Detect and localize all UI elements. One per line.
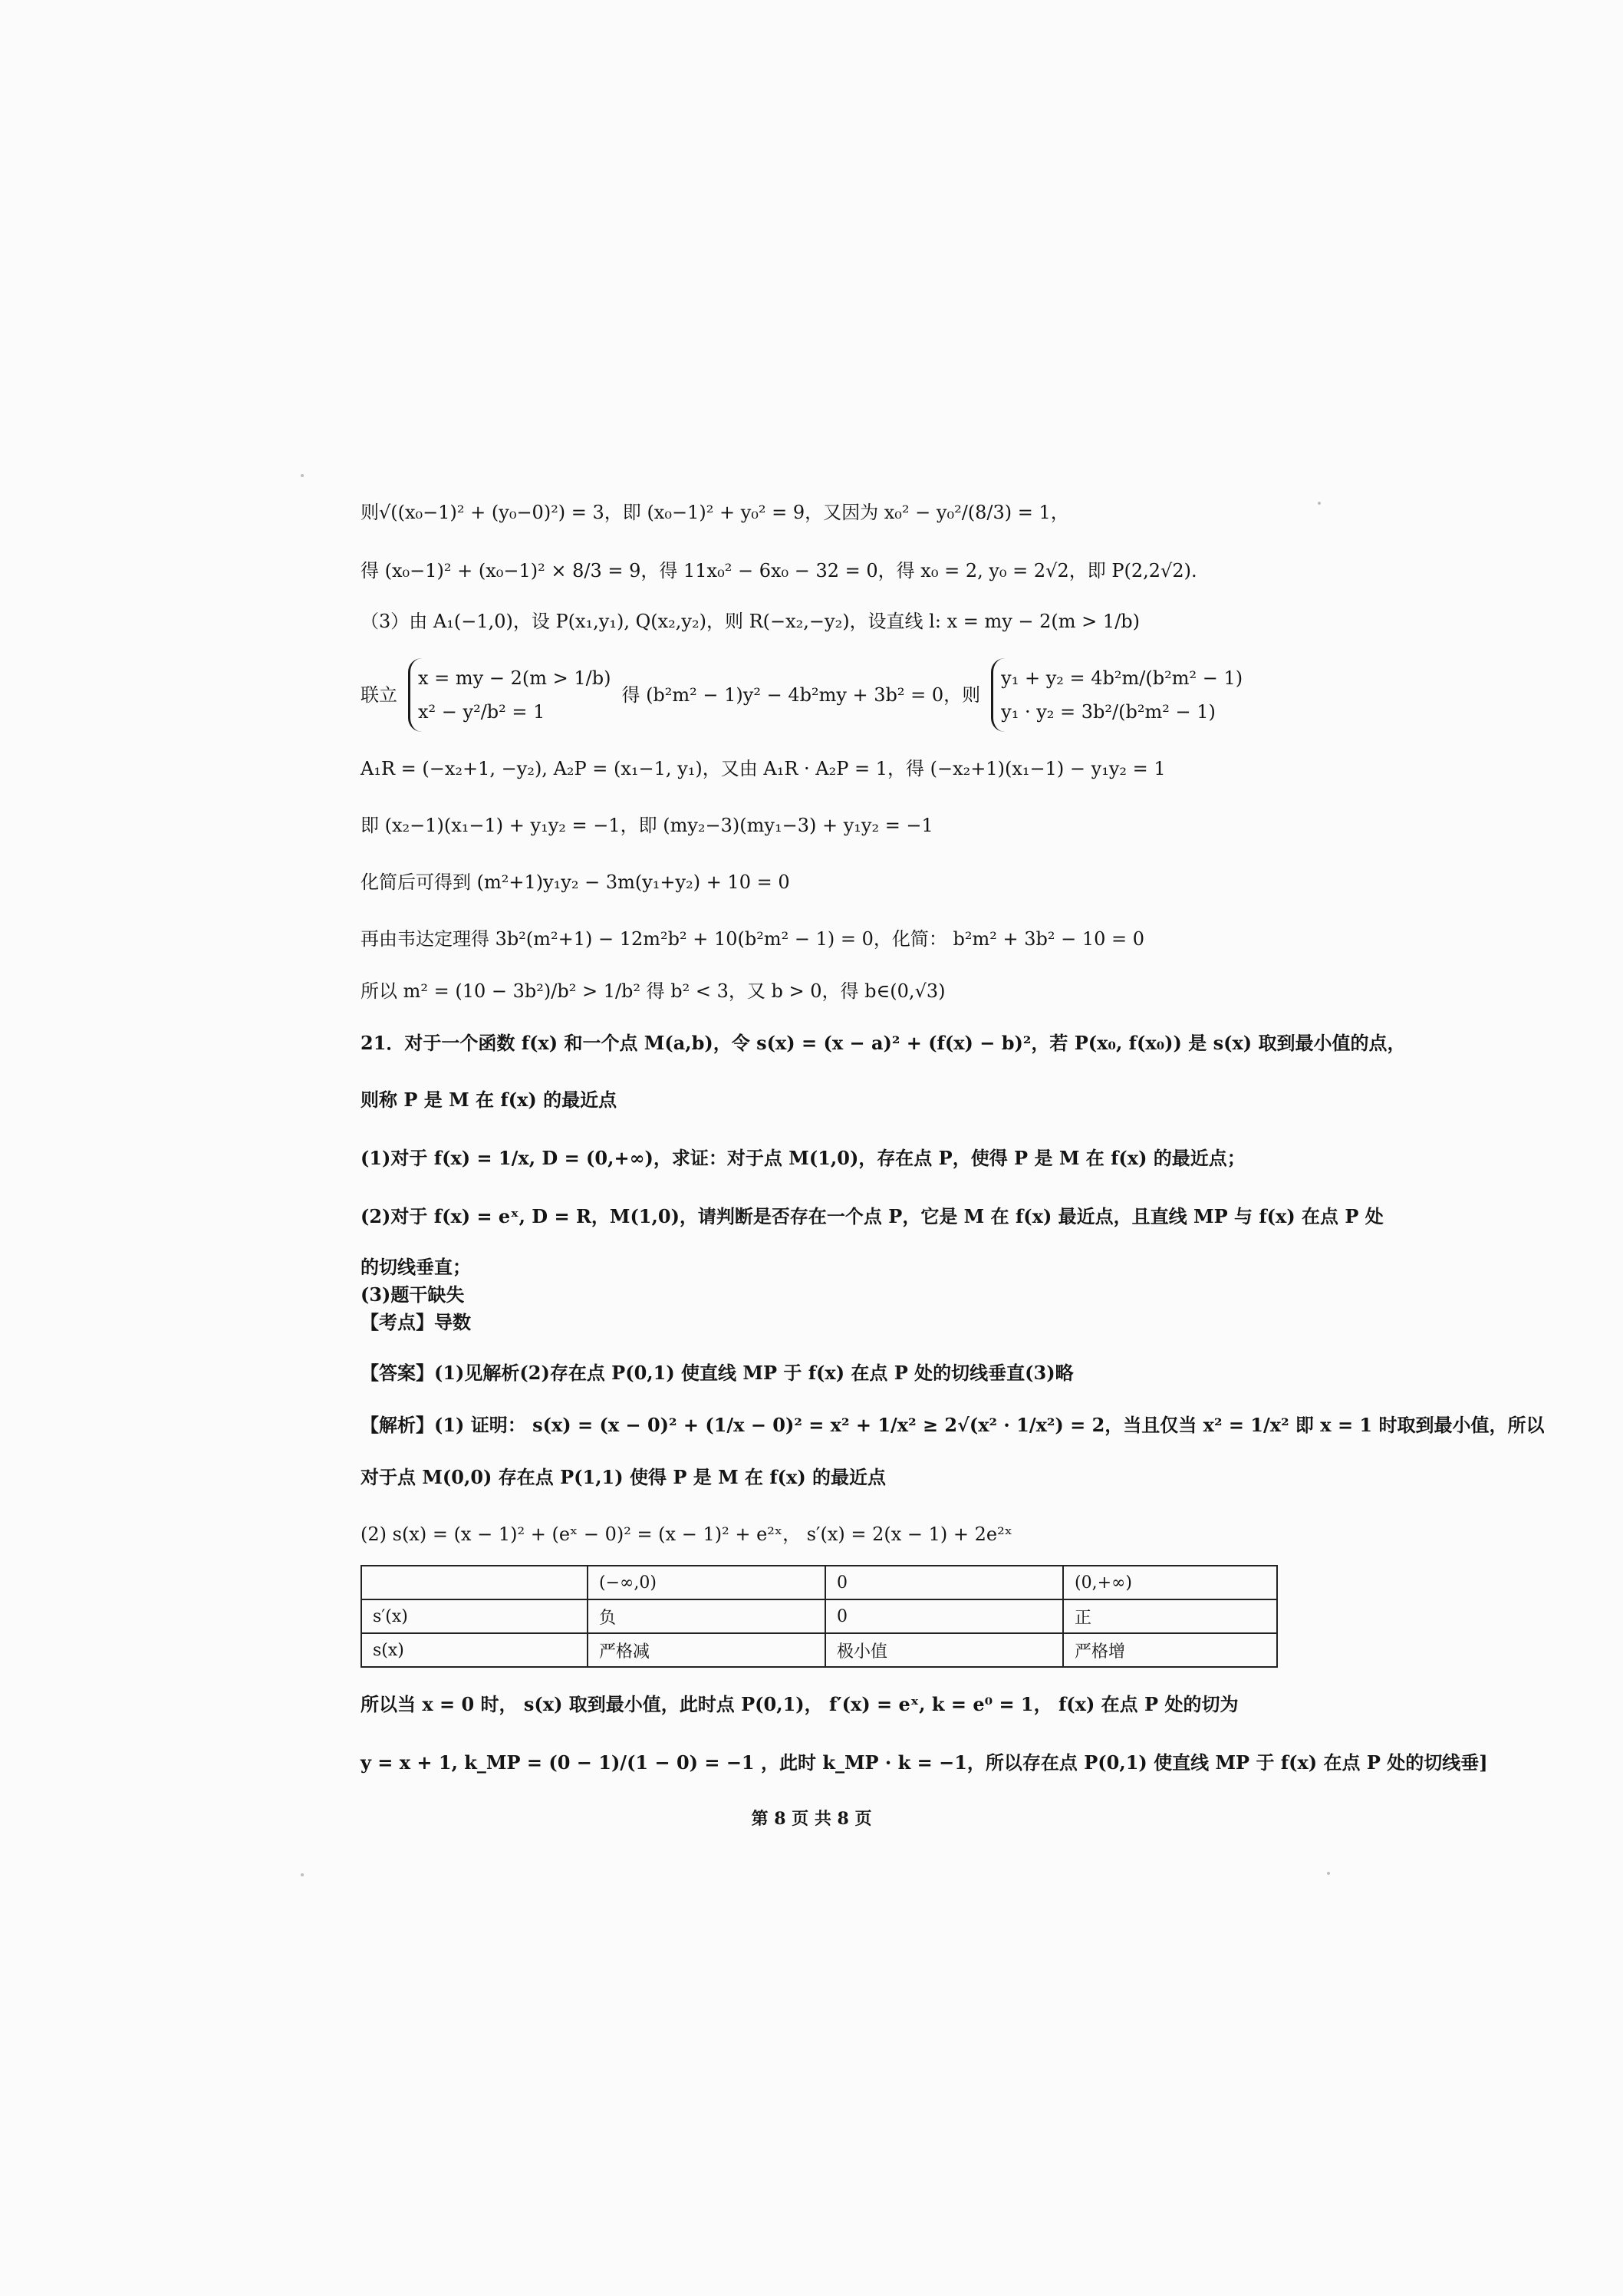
vieta-product: y₁ · y₂ = 3b²/(b²m² − 1) [1001, 701, 1216, 723]
table-cell: 负 [588, 1599, 825, 1633]
equation-system [360, 658, 1277, 732]
scan-speck [301, 474, 304, 477]
scan-speck [301, 1873, 304, 1876]
system-equation-2: x² − y²/b² = 1 [418, 701, 545, 723]
question-21-part-2: (2)对于 f(x) = eˣ, D = R，M(1,0)，请判断是否存在一个点 P，它是 M 在 f(x) 最近点，且直线 MP 与 f(x) 在点 P 处 [360, 1205, 1384, 1227]
analysis-line-1: 【解析】(1) 证明： s(x) = (x − 0)² + (1/x − 0)² = x² + 1/x² ≥ 2√(x² · 1/x²) = 2，当且仅当 x² = 1/x² 即 x = 1 时取到最小值，所以 [360, 1414, 1545, 1436]
solution-line-7: 化简后可得到 (m²+1)y₁y₂ − 3m(y₁+y₂) + 10 = 0 [360, 871, 790, 893]
analysis-line-2: 对于点 M(0,0) 存在点 P(1,1) 使得 P 是 M 在 f(x) 的最近点 [360, 1466, 887, 1488]
document-body [360, 497, 1545, 1778]
solution-line-5: A₁R = (−x₂+1, −y₂), A₂P = (x₁−1, y₁)，又由 A₁R · A₂P = 1，得 (−x₂+1)(x₁−1) − y₁y₂ = 1 [360, 758, 1166, 779]
table-cell: (0,+∞) [1063, 1566, 1277, 1599]
analysis-line-4: 所以当 x = 0 时， s(x) 取到最小值，此时点 P(0,1)， f′(x) = eˣ, k = e⁰ = 1， f(x) 在点 P 处的切为 [360, 1693, 1239, 1715]
table-cell: (−∞,0) [588, 1566, 825, 1599]
question-21-stem: 21．对于一个函数 f(x) 和一个点 M(a,b)，令 s(x) = (x − a)² + (f(x) − b)²，若 P(x₀, f(x₀)) 是 s(x) 取到最小值的点， [360, 1032, 1406, 1054]
solution-line-2: 得 (x₀−1)² + (x₀−1)² × 8/3 = 9，得 11x₀² − 6x₀ − 32 = 0，得 x₀ = 2, y₀ = 2√2，即 P(2,2√2). [360, 560, 1197, 581]
table-row [361, 1599, 1277, 1633]
answer-label: 【答案】(1)见解析(2)存在点 P(0,1) 使直线 MP 于 f(x) 在点 P 处的切线垂直(3)略 [360, 1362, 1074, 1384]
analysis-line-5: y = x + 1, k_MP = (0 − 1)/(1 − 0) = −1 ，此时 k_MP · k = −1，所以存在点 P(0,1) 使直线 MP 于 f(x) 在点 P 处的切线垂] [360, 1751, 1488, 1774]
table-row [361, 1633, 1277, 1667]
vieta-sum: y₁ + y₂ = 4b²m/(b²m² − 1) [1001, 667, 1243, 689]
page-footer: 第 8 页 共 8 页 [751, 1809, 872, 1829]
table-cell: 0 [825, 1599, 1063, 1633]
question-21-part-2-cont: 的切线垂直； [360, 1256, 471, 1278]
system-label: 联立 [360, 684, 397, 706]
table-cell: 严格增 [1063, 1633, 1277, 1667]
system-right-brace [991, 658, 1243, 732]
question-21-part-3: (3)题干缺失 [360, 1283, 465, 1306]
solution-line-9: 所以 m² = (10 − 3b²)/b² > 1/b² 得 b² < 3，又 b > 0，得 b∈(0,√3) [360, 980, 946, 1002]
table-header-row [361, 1566, 1277, 1599]
topic-label: 【考点】导数 [360, 1311, 471, 1333]
solution-line-6: 即 (x₂−1)(x₁−1) + y₁y₂ = −1，即 (my₂−3)(my₁−3) + y₁y₂ = −1 [360, 815, 933, 836]
solution-line-8: 再由韦达定理得 3b²(m²+1) − 12m²b² + 10(b²m² − 1) = 0，化简： b²m² + 3b² − 10 = 0 [360, 928, 1145, 950]
scan-speck [1318, 502, 1321, 505]
question-21-part-1: (1)对于 f(x) = 1/x, D = (0,+∞)，求证：对于点 M(1,0)，存在点 P，使得 P 是 M 在 f(x) 的最近点； [360, 1147, 1246, 1169]
analysis-line-3: (2) s(x) = (x − 1)² + (eˣ − 0)² = (x − 1)² + e²ˣ， s′(x) = 2(x − 1) + 2e²ˣ [360, 1524, 1012, 1545]
system-equation-1: x = my − 2(m > 1/b) [418, 667, 611, 689]
table-cell: 正 [1063, 1599, 1277, 1633]
question-21-stem-cont: 则称 P 是 M 在 f(x) 的最近点 [360, 1089, 617, 1111]
table-cell [361, 1566, 588, 1599]
solution-line-1: 则√((x₀−1)² + (y₀−0)²) = 3，即 (x₀−1)² + y₀² = 9，又因为 x₀² − y₀²/(8/3) = 1， [360, 502, 1069, 523]
scan-speck [1327, 1872, 1330, 1875]
monotonicity-table [360, 1565, 1278, 1668]
table-cell: s′(x) [361, 1599, 588, 1633]
table-cell: s(x) [361, 1633, 588, 1667]
solution-line-3: （3）由 A₁(−1,0)，设 P(x₁,y₁), Q(x₂,y₂)，则 R(−x₂,−y₂)，设直线 l: x = my − 2(m > 1/b) [360, 611, 1141, 632]
system-result: 得 (b²m² − 1)y² − 4b²my + 3b² = 0，则 [621, 684, 981, 706]
system-left-brace [408, 658, 611, 732]
table-cell: 极小值 [825, 1633, 1063, 1667]
table-cell: 严格减 [588, 1633, 825, 1667]
table-cell: 0 [825, 1566, 1063, 1599]
